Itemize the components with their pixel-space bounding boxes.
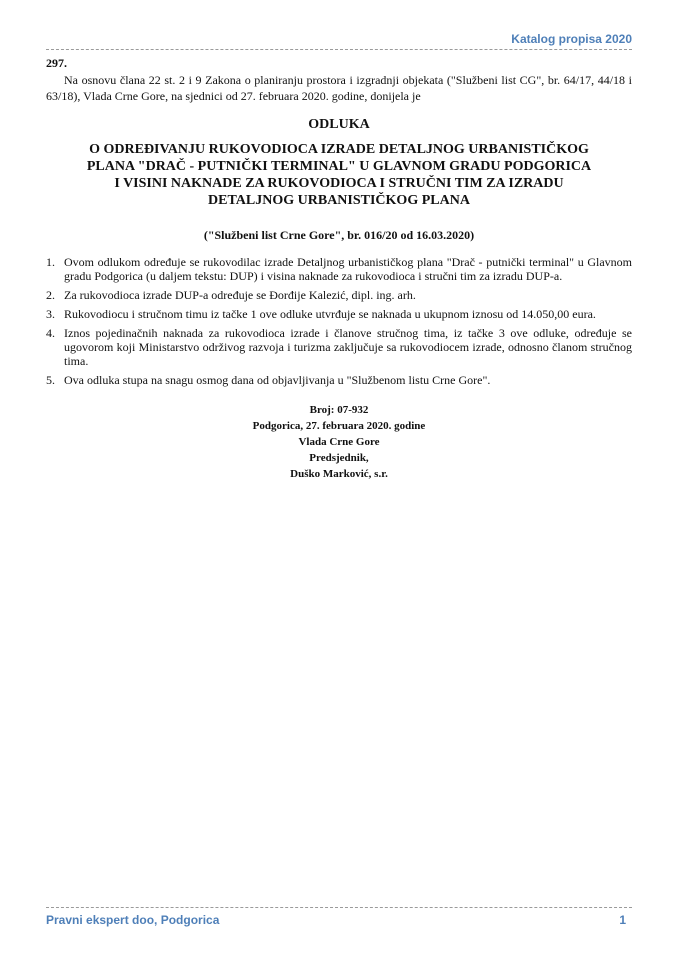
signature-block <box>46 402 632 482</box>
page-header <box>46 30 632 50</box>
list-item <box>46 255 632 283</box>
subject-line: DETALJNOG URBANISTIČKOG PLANA <box>208 193 470 208</box>
preamble: Na osnovu člana 22 st. 2 i 9 Zakona o planiranju prostora i izgradnji objekata ("Službeni list CG", br. 64/17, 44/18 i 63/18), Vlada Crne Gore, na sjednici od 27. februara 2020. godine, donijela je <box>46 73 632 103</box>
catalog-title: Katalog propisa 2020 <box>511 32 632 46</box>
footer-divider <box>46 907 632 908</box>
subject-line: PLANA "DRAČ - PUTNIČKI TERMINAL" U GLAVNOM GRADU PODGORICA <box>86 159 592 174</box>
item-text: Ova odluka stupa na snagu osmog dana od objavljivanja u "Službenom listu Crne Gore". <box>64 373 491 387</box>
list-item <box>46 288 632 302</box>
item-text: Za rukovodioca izrade DUP-a određuje se Đorđije Kalezić, dipl. ing. arh. <box>64 288 416 302</box>
list-item <box>46 326 632 368</box>
signatory-role: Predsjednik, <box>309 452 369 464</box>
item-text: Iznos pojedinačnih naknada za rukovodioca izrade i članove stručnog tima, iz tačke 3 ove odluke, određuje se ugovorom koji Ministarstvo održivog razvoja i turizma zaključuje sa rukovodiocem izrade, odnosno članom stručnog tima. <box>64 326 632 368</box>
item-number: 4. <box>46 326 55 340</box>
place-and-date: Podgorica, 27. februara 2020. godine <box>252 420 426 432</box>
document-title: ODLUKA <box>308 117 370 132</box>
page-footer <box>46 897 632 927</box>
item-number: 5. <box>46 373 55 387</box>
item-number: 2. <box>46 288 55 302</box>
item-number: 3. <box>46 307 55 321</box>
publisher-name: Pravni ekspert doo, Podgorica <box>46 913 220 927</box>
header-divider <box>46 49 632 50</box>
subject-line: I VISINI NAKNADE ZA RUKOVODIOCA I STRUČNI TIM ZA IZRADU <box>114 176 564 191</box>
signatory-name: Duško Marković, s.r. <box>290 468 388 480</box>
issuing-body: Vlada Crne Gore <box>298 436 380 448</box>
article-list <box>46 255 632 392</box>
item-text: Rukovodiocu i stručnom timu iz tačke 1 ove odluke utvrđuje se naknada u ukupnom iznosu od 14.050,00 eura. <box>64 307 596 321</box>
document-subject <box>46 141 632 209</box>
document-number: 297. <box>46 56 67 70</box>
list-item <box>46 307 632 321</box>
item-number: 1. <box>46 255 55 269</box>
list-item <box>46 373 632 387</box>
page-number: 1 <box>619 913 626 927</box>
subject-line: O ODREĐIVANJU RUKOVODIOCA IZRADE DETALJNOG URBANISTIČKOG <box>89 142 589 157</box>
reference-number: Broj: 07-932 <box>309 404 369 416</box>
item-text: Ovom odlukom određuje se rukovodilac izrade Detaljnog urbanističkog plana "Drač - putnički terminal" u Glavnom gradu Podgorica (u daljem tekstu: DUP) i visina naknade za rukovodioca i stručni tim za izradu DUP-a. <box>64 255 632 283</box>
gazette-reference: ("Službeni list Crne Gore", br. 016/20 od 16.03.2020) <box>203 228 475 242</box>
